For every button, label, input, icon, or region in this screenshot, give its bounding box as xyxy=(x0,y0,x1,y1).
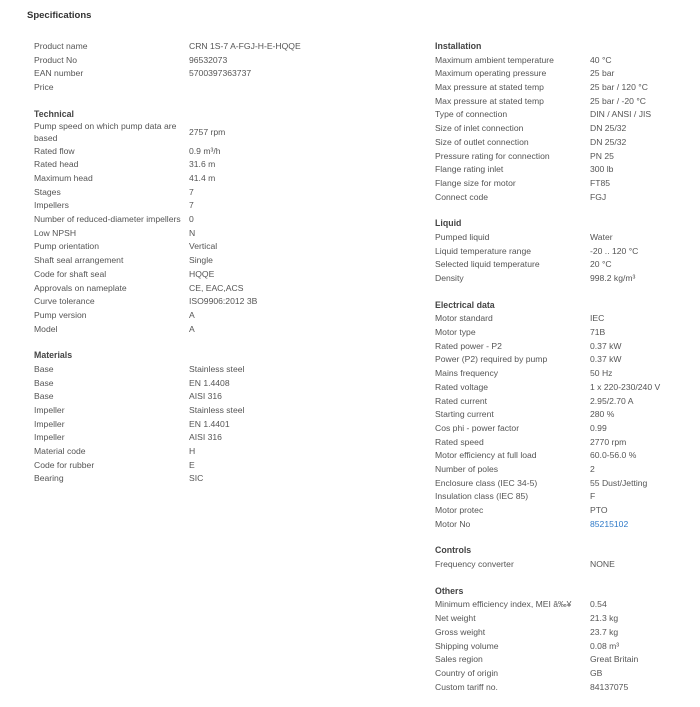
spec-row-connect-code xyxy=(435,191,695,205)
spec-row-mains-frequency xyxy=(435,367,695,381)
spec-label: Shaft seal arrangement xyxy=(34,255,124,266)
spec-value: 2770 rpm xyxy=(590,436,627,447)
spec-label: Rated current xyxy=(435,395,488,406)
section-controls xyxy=(435,544,695,571)
spec-value: GB xyxy=(590,667,603,678)
spec-label: Pressure rating for connection xyxy=(435,150,550,161)
spec-row-number-of-reduced-diameter-impellers xyxy=(34,213,394,227)
spec-row-pump-orientation xyxy=(34,240,394,254)
spec-row-sales-region xyxy=(435,653,695,667)
spec-row-ean-number xyxy=(34,67,394,81)
spec-label: Product name xyxy=(34,41,88,52)
spec-value: F xyxy=(590,491,596,502)
spec-row-rated-flow xyxy=(34,145,394,159)
spec-value: E xyxy=(189,459,195,470)
spec-value: 998.2 kg/m³ xyxy=(590,273,636,284)
spec-value: 2 xyxy=(590,463,595,474)
spec-row-maximum-ambient-temperature xyxy=(435,54,695,68)
spec-label: Density xyxy=(435,273,464,284)
spec-label: Flange size for motor xyxy=(435,177,516,188)
spec-label: Base xyxy=(34,377,54,388)
spec-value: 0.37 kW xyxy=(590,354,622,365)
spec-row-size-of-outlet-connection xyxy=(435,136,695,150)
spec-value: Stainless steel xyxy=(189,363,245,374)
right-column xyxy=(435,40,695,707)
spec-label: Rated head xyxy=(34,159,79,170)
spec-value: 41.4 m xyxy=(189,173,216,184)
spec-row-bearing xyxy=(34,472,394,486)
spec-row-enclosure-class-iec-34-5 xyxy=(435,477,695,491)
spec-label: Power (P2) required by pump xyxy=(435,354,548,365)
spec-value: Single xyxy=(189,255,213,266)
spec-row-type-of-connection xyxy=(435,108,695,122)
spec-value: 96532073 xyxy=(189,54,228,65)
spec-label: Motor No xyxy=(435,518,471,529)
spec-label: Low NPSH xyxy=(34,227,77,238)
spec-row-gross-weight xyxy=(435,626,695,640)
spec-value: 0.54 xyxy=(590,599,607,610)
spec-value: 84137075 xyxy=(590,681,629,692)
spec-label: Custom tariff no. xyxy=(435,681,498,692)
spec-label: Price xyxy=(34,82,54,93)
spec-label: Impeller xyxy=(34,418,65,429)
spec-row-starting-current xyxy=(435,408,695,422)
spec-row-pumped-liquid xyxy=(435,231,695,245)
spec-label: Base xyxy=(34,363,54,374)
spec-row-rated-head xyxy=(34,158,394,172)
spec-value: 2.95/2.70 A xyxy=(590,395,634,406)
spec-value: EN 1.4401 xyxy=(189,418,230,429)
spec-value: 71B xyxy=(590,327,606,338)
section-title: Materials xyxy=(34,350,73,361)
spec-label: Curve tolerance xyxy=(34,296,95,307)
spec-value: NONE xyxy=(590,559,615,570)
spec-label: Frequency converter xyxy=(435,559,514,570)
spec-label: Motor standard xyxy=(435,313,493,324)
spec-label: Model xyxy=(34,323,58,334)
spec-row-rated-current xyxy=(435,395,695,409)
spec-row-material-code xyxy=(34,445,394,459)
spec-row-minimum-efficiency-index-mei xyxy=(435,598,695,612)
spec-row-cos-phi-power-factor xyxy=(435,422,695,436)
spec-label: Impeller xyxy=(34,405,65,416)
spec-value: 25 bar xyxy=(590,68,615,79)
spec-label: Liquid temperature range xyxy=(435,245,532,256)
spec-row-net-weight xyxy=(435,612,695,626)
spec-label: Max pressure at stated temp xyxy=(435,95,544,106)
spec-label: Pump orientation xyxy=(34,241,99,252)
spec-label: Starting current xyxy=(435,409,494,420)
section-installation xyxy=(435,40,695,204)
spec-label: Product No xyxy=(34,54,77,65)
spec-row-motor-efficiency-at-full-load xyxy=(435,449,695,463)
spec-label: Max pressure at stated temp xyxy=(435,82,544,93)
spec-value: SIC xyxy=(189,473,204,484)
spec-value: HQQE xyxy=(189,268,215,279)
spec-label: Base xyxy=(34,391,54,402)
spec-row-liquid-temperature-range xyxy=(435,245,695,259)
section-materials xyxy=(34,349,394,486)
spec-row-frequency-converter xyxy=(435,558,695,572)
spec-value: IEC xyxy=(590,313,605,324)
spec-label: Maximum operating pressure xyxy=(435,68,547,79)
spec-label: Code for rubber xyxy=(34,459,95,470)
spec-row-flange-rating-inlet xyxy=(435,163,695,177)
left-column xyxy=(34,40,394,499)
spec-label: Rated voltage xyxy=(435,381,489,392)
spec-row-base xyxy=(34,390,394,404)
section-title: Others xyxy=(435,585,464,596)
section-title: Technical xyxy=(34,108,74,119)
spec-value: PTO xyxy=(590,505,608,516)
spec-value: AISI 316 xyxy=(189,391,222,402)
spec-label: Pumped liquid xyxy=(435,231,490,242)
spec-label: Impellers xyxy=(34,200,69,211)
spec-row-impeller xyxy=(34,404,394,418)
spec-value: 0.37 kW xyxy=(590,340,622,351)
spec-value: FGJ xyxy=(590,191,607,202)
spec-row-impeller xyxy=(34,431,394,445)
spec-value: Stainless steel xyxy=(189,405,245,416)
spec-row-custom-tariff-no xyxy=(435,681,695,695)
spec-label: Rated power - P2 xyxy=(435,340,502,351)
spec-value: 5700397363737 xyxy=(189,68,252,79)
spec-value: 300 lb xyxy=(590,164,614,175)
spec-value: DN 25/32 xyxy=(590,123,627,134)
spec-row-price xyxy=(34,81,394,95)
spec-row-maximum-operating-pressure xyxy=(435,67,695,81)
spec-label: Pump version xyxy=(34,309,87,320)
section-title: Electrical data xyxy=(435,299,495,310)
spec-row-impellers xyxy=(34,199,394,213)
spec-value: H xyxy=(189,446,196,457)
spec-row-product-no xyxy=(34,54,394,68)
spec-label: Rated flow xyxy=(34,145,75,156)
spec-label: Sales region xyxy=(435,654,483,665)
spec-row-rated-power-p2 xyxy=(435,340,695,354)
spec-row-number-of-poles xyxy=(435,463,695,477)
spec-label: Cos phi - power factor xyxy=(435,422,520,433)
page-title: Specifications xyxy=(27,10,92,21)
spec-row-shaft-seal-arrangement xyxy=(34,254,394,268)
section-electrical-data xyxy=(435,299,695,532)
spec-row-stages xyxy=(34,186,394,200)
spec-row-impeller xyxy=(34,418,394,432)
spec-row-code-for-rubber xyxy=(34,459,394,473)
spec-label: Connect code xyxy=(435,191,489,202)
spec-label: Shipping volume xyxy=(435,640,499,651)
spec-label: EAN number xyxy=(34,68,84,79)
spec-row-insulation-class-iec-85 xyxy=(435,490,695,504)
spec-value: 0.9 m³/h xyxy=(189,145,221,156)
spec-value: DIN / ANSI / JIS xyxy=(590,109,652,120)
spec-value: 0.08 m³ xyxy=(590,640,620,651)
spec-label: Type of connection xyxy=(435,109,508,120)
section-product-info xyxy=(34,40,394,95)
spec-row-shipping-volume xyxy=(435,640,695,654)
spec-label: Flange rating inlet xyxy=(435,164,504,175)
spec-value: 1 x 220-230/240 V xyxy=(590,381,661,392)
spec-value: 50 Hz xyxy=(590,368,613,379)
spec-label: Size of inlet connection xyxy=(435,123,524,134)
spec-value: Water xyxy=(590,231,613,242)
spec-label: Material code xyxy=(34,446,86,457)
section-title: Installation xyxy=(435,41,482,51)
spec-label: Stages xyxy=(34,186,61,197)
spec-value: ISO9906:2012 3B xyxy=(189,296,258,307)
spec-row-maximum-head xyxy=(34,172,394,186)
spec-value: 0.99 xyxy=(590,422,607,433)
spec-value: 0 xyxy=(189,214,194,225)
spec-label: Gross weight xyxy=(435,626,486,637)
spec-row-base xyxy=(34,363,394,377)
spec-value: 7 xyxy=(189,200,194,211)
spec-row-model xyxy=(34,323,394,337)
spec-value: Great Britain xyxy=(590,654,639,665)
spec-row-max-pressure-at-stated-temp xyxy=(435,95,695,109)
spec-value: 60.0-56.0 % xyxy=(590,450,637,461)
spec-value: 25 bar / -20 °C xyxy=(590,95,646,106)
spec-value: AISI 316 xyxy=(189,432,222,443)
spec-label: Motor type xyxy=(435,327,476,338)
spec-label: Motor efficiency at full load xyxy=(435,450,537,461)
spec-value: CE, EAC,ACS xyxy=(189,282,244,293)
spec-label: Maximum head xyxy=(34,173,93,184)
spec-row-pressure-rating-for-connection xyxy=(435,150,695,164)
spec-row-pump-speed-on-which-pump-data-are-based xyxy=(34,121,394,144)
spec-value: Vertical xyxy=(189,241,218,252)
spec-label: Code for shaft seal xyxy=(34,268,107,279)
spec-value: 280 % xyxy=(590,409,615,420)
spec-row-max-pressure-at-stated-temp xyxy=(435,81,695,95)
spec-row-power-p2-required-by-pump xyxy=(435,353,695,367)
spec-row-size-of-inlet-connection xyxy=(435,122,695,136)
spec-value: EN 1.4408 xyxy=(189,377,230,388)
spec-label: Size of outlet connection xyxy=(435,136,529,147)
spec-label: Country of origin xyxy=(435,667,499,678)
section-liquid xyxy=(435,217,695,285)
spec-row-motor-standard xyxy=(435,312,695,326)
spec-value: 25 bar / 120 °C xyxy=(590,82,648,93)
spec-row-motor-type xyxy=(435,326,695,340)
spec-value: 20 °C xyxy=(590,259,612,270)
spec-value: N xyxy=(189,227,196,238)
spec-label: Approvals on nameplate xyxy=(34,282,127,293)
spec-row-country-of-origin xyxy=(435,667,695,681)
spec-label: Rated speed xyxy=(435,436,484,447)
spec-value: DN 25/32 xyxy=(590,136,627,147)
spec-label: Number of reduced-diameter impellers xyxy=(34,214,181,225)
spec-row-rated-voltage xyxy=(435,381,695,395)
spec-row-motor-protec xyxy=(435,504,695,518)
section-title: Liquid xyxy=(435,218,462,229)
spec-row-curve-tolerance xyxy=(34,295,394,309)
spec-label: Maximum ambient temperature xyxy=(435,54,554,65)
spec-value: A xyxy=(189,323,195,334)
spec-value: A xyxy=(189,309,195,320)
spec-value: 23.7 kg xyxy=(590,626,619,637)
spec-row-selected-liquid-temperature xyxy=(435,258,695,272)
spec-label: Mains frequency xyxy=(435,368,499,379)
spec-label: Pump speed on which pump data are based xyxy=(34,121,177,144)
spec-row-product-name xyxy=(34,40,394,54)
spec-value: CRN 1S-7 A-FGJ-H-E-HQQE xyxy=(189,41,301,52)
spec-label: Number of poles xyxy=(435,463,499,474)
spec-value: 7 xyxy=(189,186,194,197)
spec-value: -20 .. 120 °C xyxy=(590,245,639,256)
spec-label: Bearing xyxy=(34,473,64,484)
spec-value: 2757 rpm xyxy=(189,127,226,138)
spec-label: Net weight xyxy=(435,613,476,624)
spec-row-low-npsh xyxy=(34,227,394,241)
spec-row-base xyxy=(34,377,394,391)
spec-value: FT85 xyxy=(590,177,611,188)
spec-label: Minimum efficiency index, MEI â‰¥ xyxy=(435,599,572,610)
spec-value: 55 Dust/Jetting xyxy=(590,477,648,488)
spec-row-code-for-shaft-seal xyxy=(34,268,394,282)
spec-row-approvals-on-nameplate xyxy=(34,282,394,296)
spec-label: Insulation class (IEC 85) xyxy=(435,491,529,502)
section-title: Controls xyxy=(435,545,472,556)
spec-label: Motor protec xyxy=(435,505,484,516)
spec-value-link[interactable]: 85215102 xyxy=(590,518,629,529)
spec-label: Selected liquid temperature xyxy=(435,259,540,270)
spec-row-motor-no xyxy=(435,518,695,532)
spec-row-density xyxy=(435,272,695,286)
spec-label: Enclosure class (IEC 34-5) xyxy=(435,477,538,488)
spec-label: Impeller xyxy=(34,432,65,443)
spec-value: PN 25 xyxy=(590,150,614,161)
spec-value: 31.6 m xyxy=(189,159,216,170)
section-others xyxy=(435,585,695,695)
spec-row-rated-speed xyxy=(435,436,695,450)
spec-value: 21.3 kg xyxy=(590,613,619,624)
spec-row-flange-size-for-motor xyxy=(435,177,695,191)
spec-row-pump-version xyxy=(34,309,394,323)
section-technical xyxy=(34,108,394,337)
spec-value: 40 °C xyxy=(590,54,612,65)
